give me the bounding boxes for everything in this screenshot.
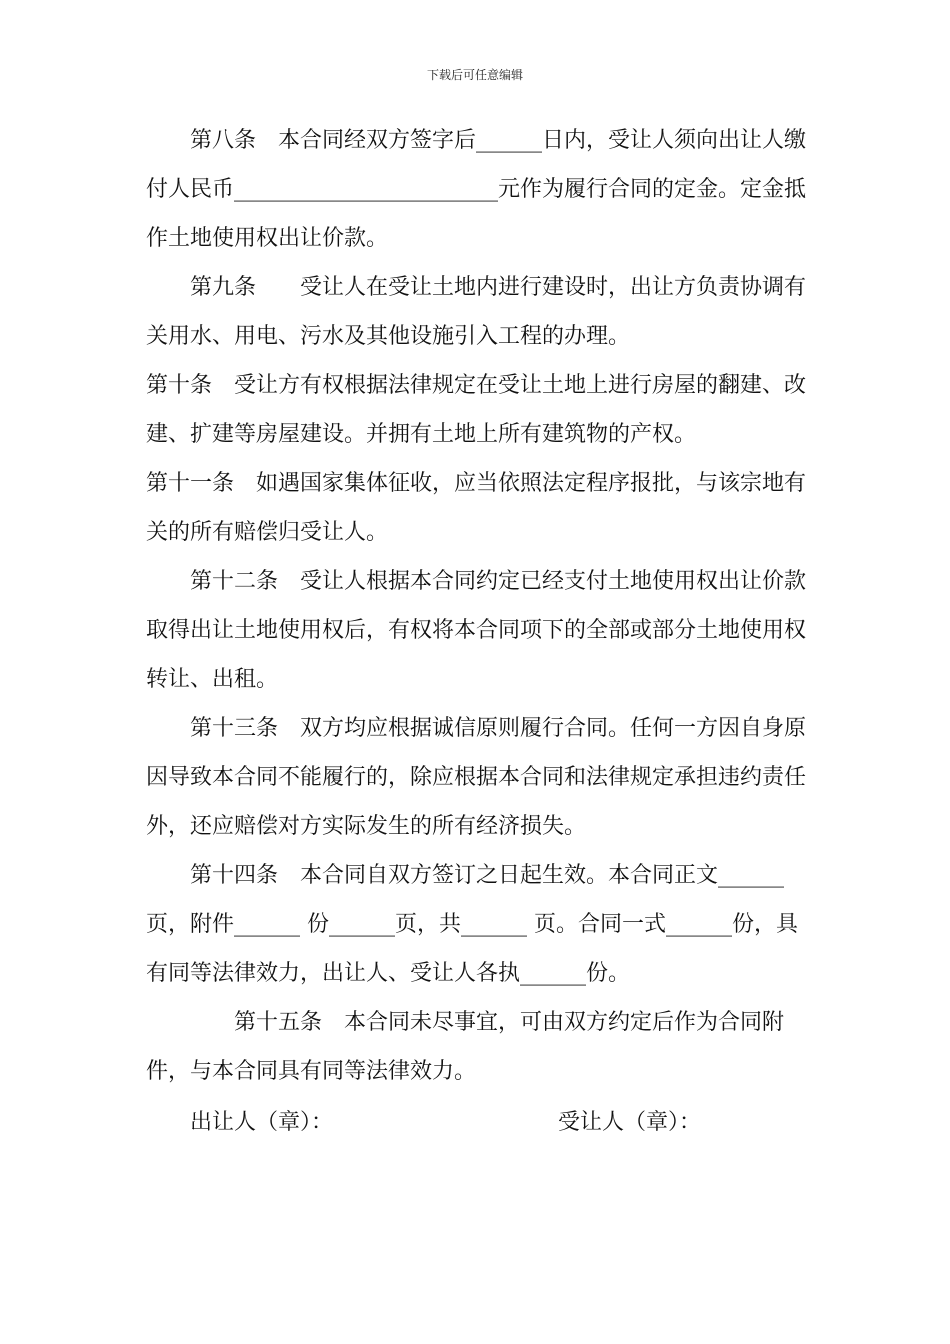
article-10: 第十条 受让方有权根据法律规定在受让土地上进行房屋的翻建、改建、扩建等房屋建设。并拥有土地上所有建筑物的产权。 [146, 373, 807, 447]
article-14: 第十四条 本合同自双方签订之日起生效。本合同正文______页，附件______ 份______页，共______ 页。合同一式______份，具有同等法律效力，出让人、受让人各执______份。 [146, 863, 798, 986]
signature-row [146, 1098, 808, 1147]
transferee-signature-label: 受让人（章）： [558, 1110, 702, 1135]
article-11: 第十一条 如遇国家集体征收，应当依照法定程序报批，与该宗地有关的所有赔偿归受让人。 [146, 471, 807, 545]
contract-body [146, 116, 808, 1147]
transferor-signature-label: 出让人（章）： [190, 1110, 334, 1135]
page-header-note: 下载后可任意编辑 [426, 68, 523, 82]
article-12: 第十二条 受让人根据本合同约定已经支付土地使用权出让价款取得出让土地使用权后，有权将本合同项下的全部或部分土地使用权转让、出租。 [146, 569, 807, 692]
article-15: 第十五条 本合同未尽事宜，可由双方约定后作为合同附件，与本合同具有同等法律效力。 [146, 1010, 785, 1084]
article-13: 第十三条 双方均应根据诚信原则履行合同。任何一方因自身原因导致本合同不能履行的，除应根据本合同和法律规定承担违约责任外，还应赔偿对方实际发生的所有经济损失。 [146, 716, 807, 839]
article-8: 第八条 本合同经双方签字后______日内，受让人须向出让人缴付人民币________________________元作为履行合同的定金。定金抵作土地使用权出让价款。 [146, 128, 807, 251]
article-9: 第九条 受让人在受让土地内进行建设时，出让方负责协调有关用水、用电、污水及其他设施引入工程的办理。 [146, 275, 807, 349]
